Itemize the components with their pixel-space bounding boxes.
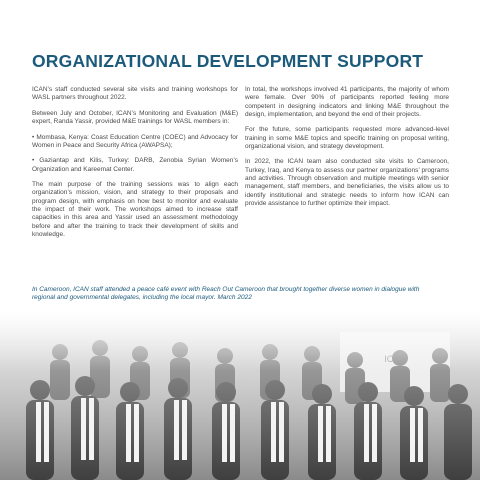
paragraph: In 2022, the ICAN team also conducted site visits to Cameroon, Turkey, Iraq, and Kenya to assess our partner organizations’ programs and activities. Through observation and multiple meetings with senior management, staff members, and beneficiaries, the visits allow us to identify institutional and strategic needs to inform how ICAN can provide assistance to further optimize their impact.	[245, 158, 449, 207]
left-column	[32, 86, 238, 246]
paragraph: Between July and October, ICAN’s Monitoring and Evaluation (M&E) expert, Randa Yassir, provided M&E trainings for WASL members in:	[32, 109, 238, 126]
group-photo	[0, 312, 480, 480]
paragraph: In total, the workshops involved 41 participants, the majority of whom were female. Over 90% of participants reported feeling more competent in designing indicators and linking M&E throughout the design, implementation, and beyond the end of their projects.	[245, 86, 449, 118]
list-item: • Mombasa, Kenya: Coast Education Centre (COEC) and Advocacy for Women in Peace and Security Africa (AWAPSA);	[32, 133, 238, 149]
paragraph: For the future, some participants requested more advanced-level training in some M&E topics and specific training on proposal writing, organizational vision, and strategy development.	[245, 126, 449, 150]
paragraph: The main purpose of the training sessions was to align each organization’s mission, vision, and strategy to their proposals and program design, with emphasis on how best to monitor and evaluate the impact of their work. The workshops aimed to increase staff capacities in this area and Yassir used an assessment methodology before and after the training to track their development of skills and knowledge.	[32, 181, 238, 238]
page-title: ORGANIZATIONAL DEVELOPMENT SUPPORT	[32, 51, 424, 71]
right-column	[245, 86, 449, 215]
list-item: • Gaziantap and Kilis, Turkey: DARB, Zenobia Syrian Women’s Organization and Kareemat Center.	[32, 157, 238, 173]
photo-caption: In Cameroon, ICAN staff attended a peace café event with Reach Out Cameroon that brought together diverse women in dialogue with regional and governmental delegates, including the local mayor. March 2022	[32, 286, 420, 302]
paragraph: ICAN’s staff conducted several site visits and training workshops for WASL partners throughout 2022.	[32, 86, 238, 102]
